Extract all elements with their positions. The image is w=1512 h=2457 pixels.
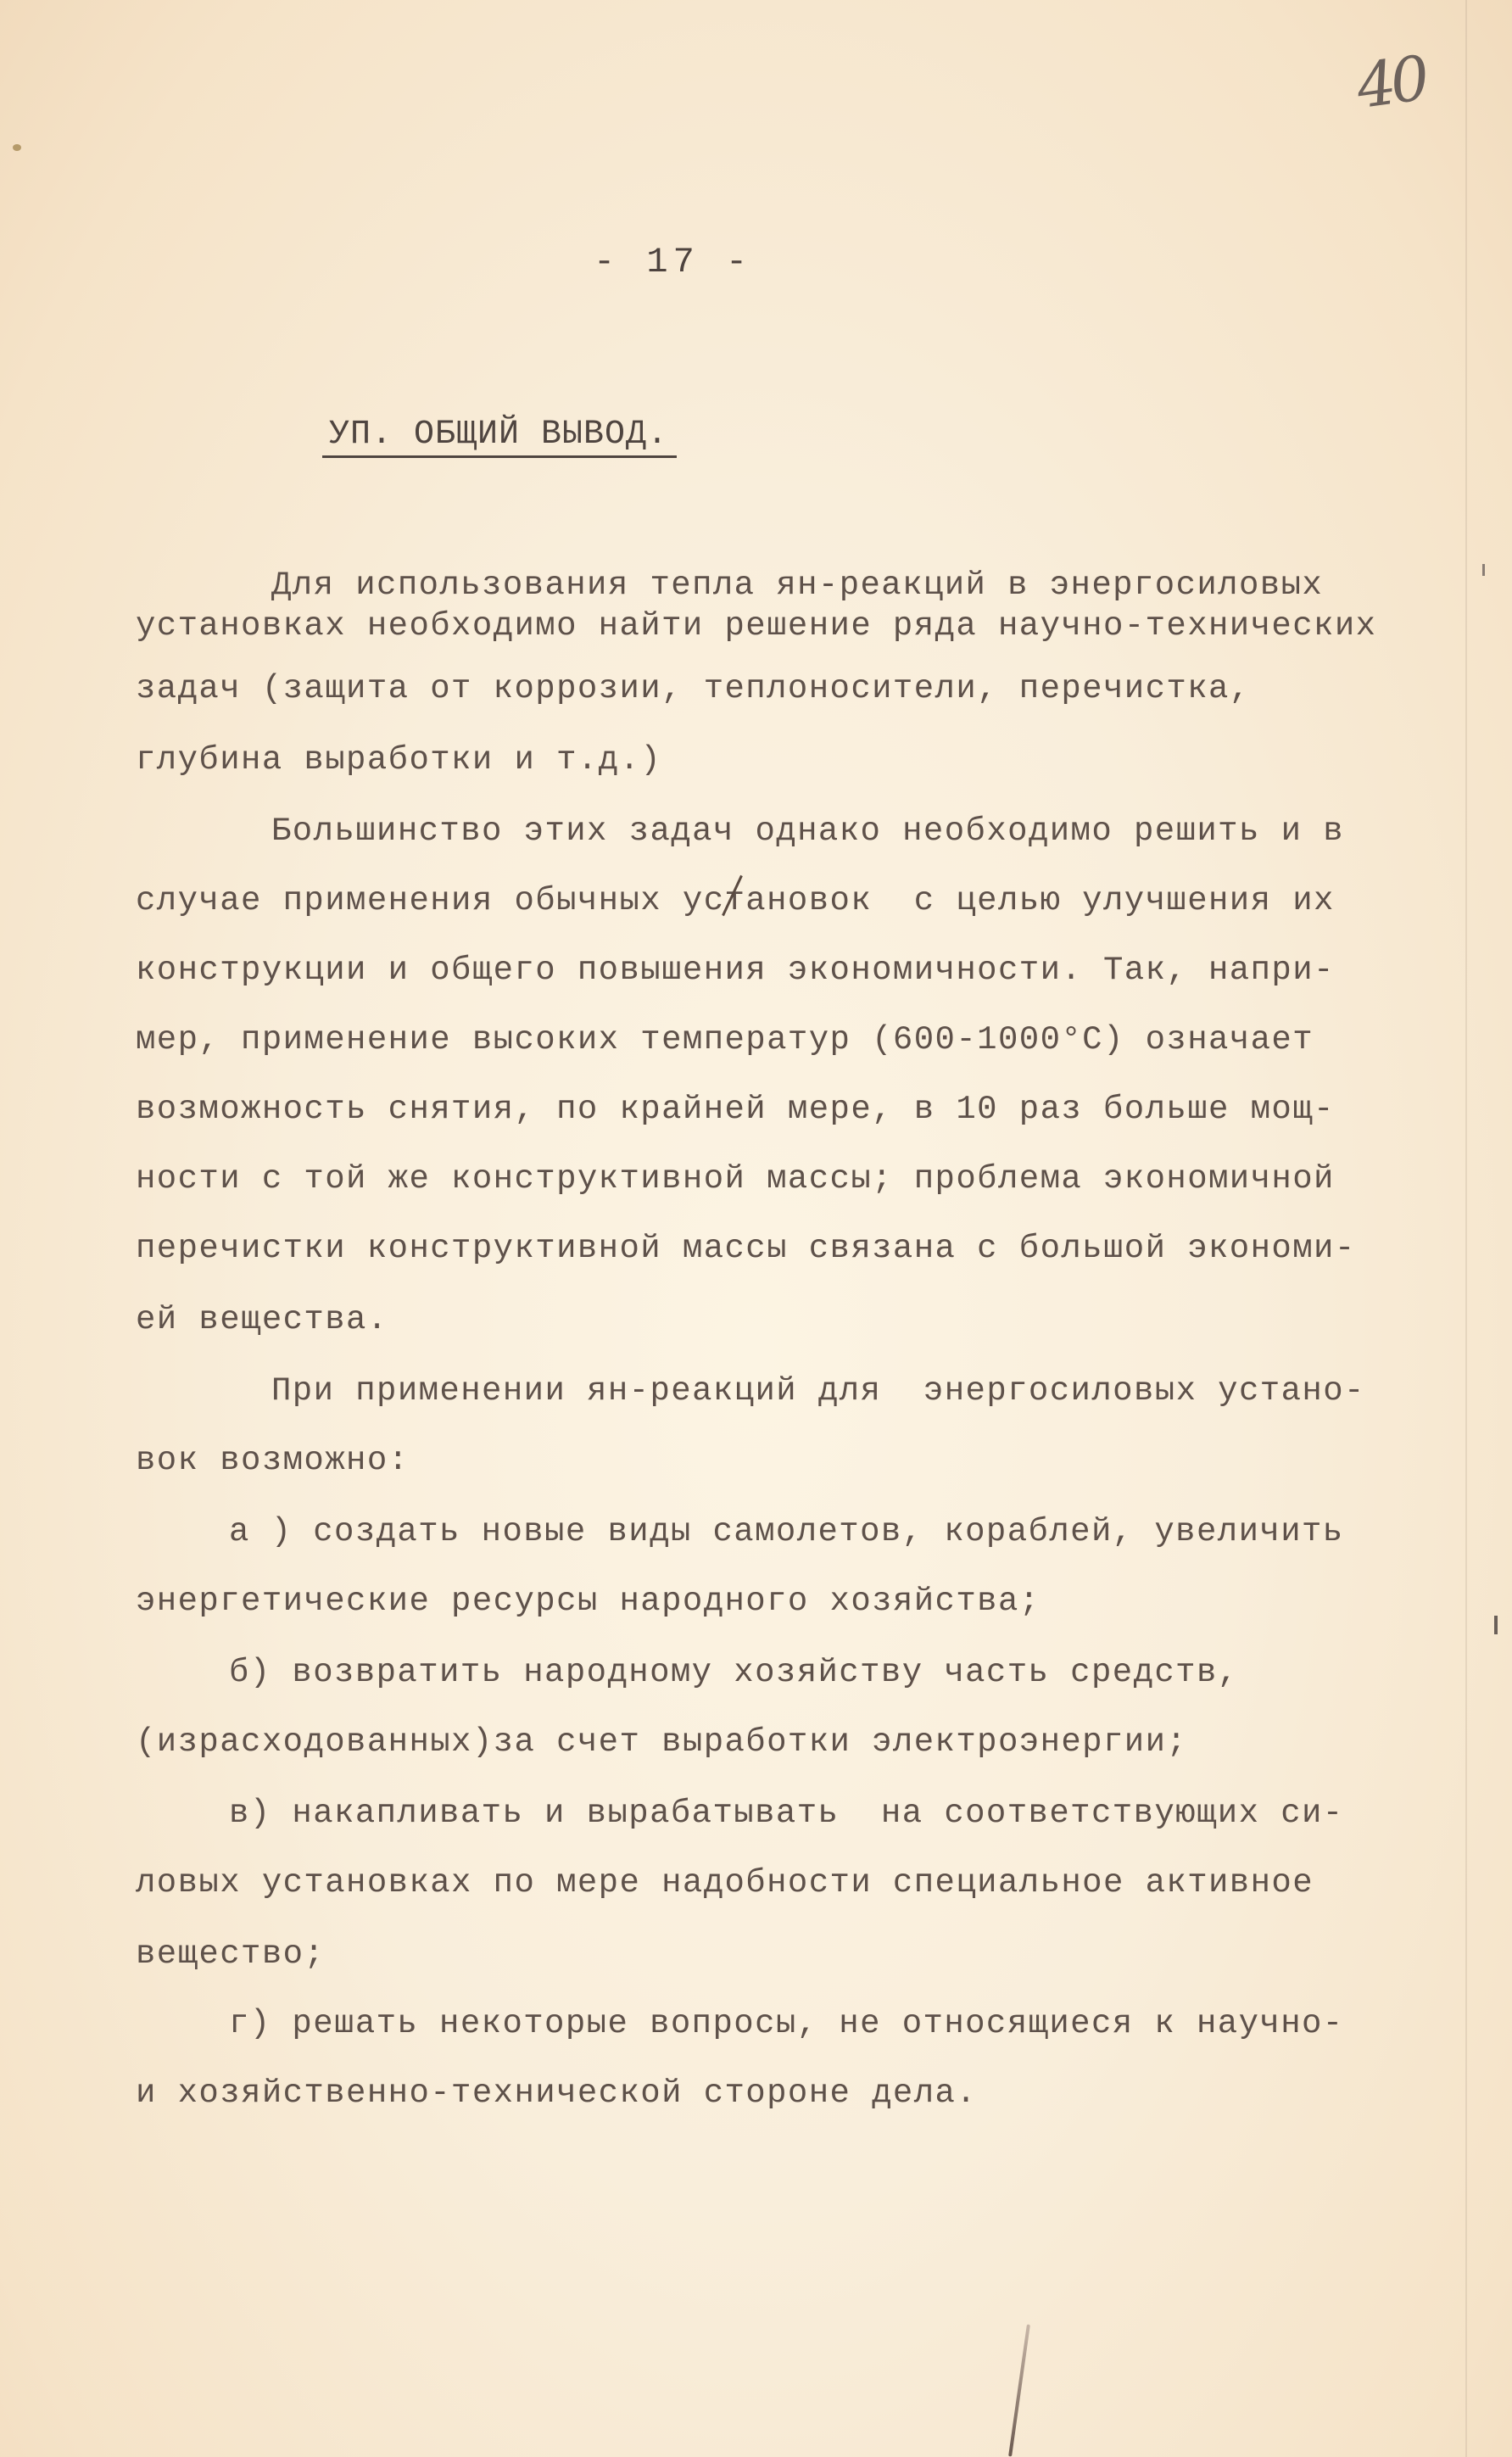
text-line: энергетические ресурсы народного хозяйства; bbox=[136, 1583, 1041, 1620]
list-item-b: б) возвратить народному хозяйству часть средств, bbox=[229, 1654, 1239, 1691]
text-line: (израсходованных)за счет выработки электроэнергии; bbox=[136, 1723, 1188, 1761]
text-line: Для использования тепла ян-реакций в энергосиловых bbox=[271, 567, 1324, 604]
list-item-v: в) накапливать и вырабатывать на соответствующих си- bbox=[229, 1795, 1344, 1832]
text-line: глубина выработки и т.д.) bbox=[136, 741, 662, 779]
text-line: ловых установках по мере надобности специальное активное bbox=[136, 1864, 1314, 1901]
text-line: вок возможно: bbox=[136, 1442, 410, 1479]
text-line: перечистки конструктивной массы связана с большой экономи- bbox=[136, 1230, 1356, 1267]
text-line: мер, применение высоких температур (600-1000°С) означает bbox=[136, 1021, 1314, 1058]
section-heading: УП. ОБЩИЙ ВЫВОД. bbox=[322, 416, 677, 458]
text-line: случае применения обычных установок с целью улучшения их bbox=[136, 882, 1335, 919]
text-line: конструкции и общего повышения экономичности. Так, напри- bbox=[136, 952, 1335, 989]
page-number: - 17 - bbox=[594, 242, 753, 282]
paper-fold-line bbox=[1465, 0, 1467, 2457]
list-item-a: а ) создать новые виды самолетов, кораблей, увеличить bbox=[229, 1513, 1344, 1550]
text-line: задач (защита от коррозии, теплоносители, перечистка, bbox=[136, 670, 1251, 707]
text-line: При применении ян-реакций для энергосиловых устано- bbox=[271, 1372, 1365, 1410]
pencil-stroke bbox=[1008, 2324, 1030, 2456]
text-line: и хозяйственно-технической стороне дела. bbox=[136, 2074, 978, 2112]
paper-stain bbox=[13, 144, 21, 151]
text-line: возможность снятия, по крайней мере, в 10 раз больше мощ- bbox=[136, 1091, 1335, 1128]
text-line: Большинство этих задач однако необходимо решить и в bbox=[271, 812, 1344, 850]
list-item-g: г) решать некоторые вопросы, не относящиеся к научно- bbox=[229, 2005, 1344, 2042]
text-line: установках необходимо найти решение ряда научно-технических bbox=[136, 607, 1377, 645]
handwritten-folio-number: 40 bbox=[1352, 42, 1430, 123]
margin-mark bbox=[1482, 564, 1485, 576]
text-line: вещество; bbox=[136, 1935, 326, 1973]
text-line: ности с той же конструктивной массы; проблема экономичной bbox=[136, 1160, 1335, 1198]
text-line: ей вещества. bbox=[136, 1301, 388, 1338]
margin-mark bbox=[1494, 1616, 1498, 1634]
